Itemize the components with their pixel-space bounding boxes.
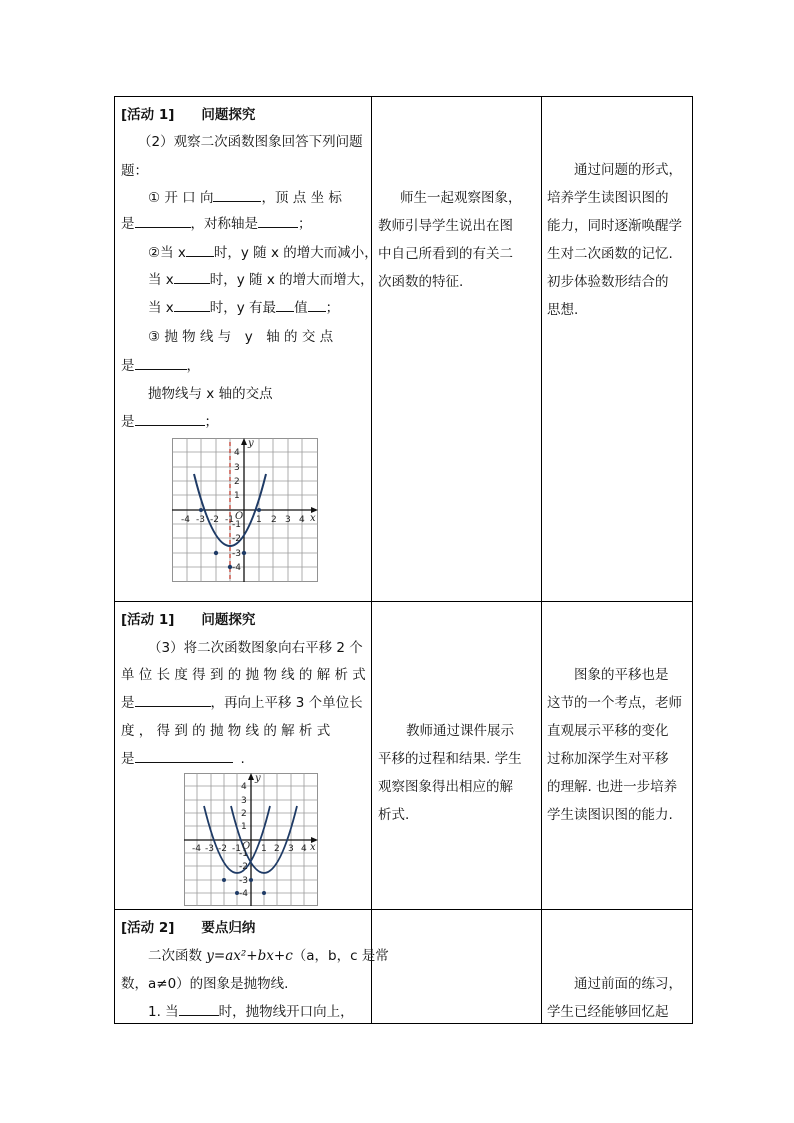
row3-intro-text: 二次函数 — [148, 948, 207, 964]
x-tick: -3 — [205, 844, 214, 854]
table-border-top — [114, 96, 693, 97]
point-c — [222, 878, 226, 882]
row1-axis-text: ，对称轴是 — [190, 216, 258, 232]
row1-q-x-intercept-answer — [121, 413, 218, 431]
quadratic-formula: y=ax²+bx+c — [206, 948, 293, 964]
table-border-left — [114, 96, 115, 1024]
parabola-graph-1 — [172, 438, 318, 582]
y-tick: 2 — [234, 477, 240, 487]
x-tick: 2 — [274, 844, 280, 854]
x-axis-label: x — [310, 842, 316, 853]
x-tick: 1 — [261, 844, 267, 854]
row2-q-line4: 度 ， 得 到 的 抛 物 线 的 解 析 式 — [121, 723, 331, 739]
row1-q-y-intercept: ③ 抛 物 线 与 y 轴 的 交 点 — [148, 329, 334, 345]
row1-comma: ， — [186, 358, 200, 374]
x-tick: 3 — [285, 515, 291, 525]
y-tick: -3 — [232, 549, 241, 559]
x-axis-label: x — [310, 513, 316, 524]
row1-middle-line2: 教师引导学生说出在图 — [378, 218, 513, 234]
x-tick: -3 — [196, 515, 205, 525]
x-intercept-blank[interactable] — [135, 413, 205, 426]
row2-right-line5: 的理解. 也进一步培养 — [547, 779, 678, 795]
row1-heading: [活动 1] 问题探究 — [121, 107, 256, 123]
row1-q-opening — [148, 189, 342, 207]
point-d — [249, 878, 253, 882]
x-tick: -2 — [218, 844, 227, 854]
row2-shi-2: 是 — [121, 751, 135, 767]
table-border-right — [692, 96, 693, 1024]
x-tick: -2 — [210, 515, 219, 525]
axis-blank[interactable] — [258, 215, 298, 228]
row1-increase-text: 时，y 随 x 的增大而增大， — [209, 272, 374, 288]
row2-right-line3: 直观展示平移的变化 — [547, 723, 669, 739]
row1-vertex-text: ，顶 点 坐 标 — [261, 190, 342, 206]
row2-q-line5 — [121, 750, 245, 768]
x-tick: -4 — [181, 515, 190, 525]
vertex-blank[interactable] — [135, 215, 191, 228]
y-tick: 4 — [241, 782, 247, 792]
row1-semicolon-1: ； — [298, 216, 312, 232]
y-axis-label: y — [248, 438, 254, 449]
opening-direction-blank[interactable] — [213, 189, 261, 202]
x-tick: 4 — [299, 515, 305, 525]
x-tick: -4 — [192, 844, 201, 854]
row1-decrease-text: 时，y 随 x 的增大而减小， — [213, 245, 378, 261]
row1-middle-line1: 师生一起观察图象， — [400, 190, 522, 206]
x-tick: 4 — [301, 844, 307, 854]
row1-right-line5: 初步体验数形结合的 — [547, 274, 669, 290]
row2-shift-up-text: ，再向上平移 3 个单位长 — [210, 695, 363, 711]
extreme-type-blank[interactable] — [276, 299, 294, 312]
row2-period: . — [240, 751, 245, 767]
x-tick: 1 — [256, 515, 262, 525]
row-divider-2 — [114, 909, 693, 910]
row2-heading: [活动 1] 问题探究 — [121, 612, 256, 628]
point-a — [214, 551, 218, 555]
row1-opening-text: ① 开 口 向 — [148, 190, 214, 206]
extreme-value-blank[interactable] — [308, 299, 326, 312]
row1-right-line6: 思想. — [547, 302, 579, 318]
row1-when-x-2: 当 x — [148, 272, 174, 288]
row2-q-line2: 单 位 长 度 得 到 的 抛 物 线 的 解 析 式 — [121, 667, 366, 683]
row2-q-line1: （3）将二次函数图象向右平移 2 个 — [148, 640, 363, 656]
row1-semicolon-3: ； — [204, 414, 218, 430]
row1-right-line2: 培养学生读图识图的 — [547, 190, 669, 206]
origin-label: O — [235, 511, 244, 522]
shift-right-formula-blank[interactable] — [135, 694, 211, 707]
row2-right-line1: 图象的平移也是 — [574, 667, 669, 683]
row1-extreme-text: 时，y 有最 — [209, 300, 277, 316]
y-tick: -3 — [239, 876, 248, 886]
row1-q-vertex — [121, 215, 312, 233]
y-tick: -4 — [239, 889, 248, 899]
row1-q-extreme — [148, 299, 339, 317]
y-tick: 4 — [234, 448, 240, 458]
row1-right-line3: 能力，同时逐渐唤醒学 — [547, 218, 682, 234]
x-tick: -1 — [232, 844, 241, 854]
extreme-x-blank[interactable] — [174, 299, 210, 312]
row1-semicolon-2: ； — [325, 300, 340, 316]
y-tick: -2 — [239, 862, 248, 872]
origin-label: O — [242, 841, 251, 852]
y-tick: -2 — [232, 534, 241, 544]
row1-shi-3: 是 — [121, 414, 135, 430]
row1-shi-2: 是 — [121, 358, 135, 374]
row2-middle-line2: 平移的过程和结果. 学生 — [378, 751, 522, 767]
row1-right-line4: 生对二次函数的记忆. — [547, 246, 673, 262]
column-divider-2 — [541, 96, 542, 1024]
row2-right-line6: 学生读图识图的能力. — [547, 807, 673, 823]
row1-q-x-intercept: 抛物线与 x 轴的交点 — [148, 386, 273, 402]
row-divider-1 — [114, 601, 693, 602]
row1-when-x-1: ②当 x — [148, 245, 186, 261]
parabola-graph-2 — [184, 773, 318, 906]
row1-middle-line3: 中自己所看到的有关二 — [378, 246, 513, 262]
row1-q-decrease — [148, 244, 378, 262]
row1-right-line1: 通过问题的形式， — [574, 162, 682, 178]
y-tick: 3 — [241, 796, 247, 806]
row3-right-line2: 学生已经能够回忆起 — [547, 1004, 669, 1020]
row2-right-line2: 这节的一个考点，老师 — [547, 695, 682, 711]
y-tick: 1 — [234, 491, 240, 501]
y-axis-label: y — [255, 773, 261, 784]
y-intercept-blank[interactable] — [135, 357, 187, 370]
row1-q-line2: 题： — [121, 163, 148, 179]
row3-line1 — [148, 947, 389, 965]
y-tick: 2 — [241, 809, 247, 819]
row2-shi-1: 是 — [121, 695, 135, 711]
row1-q-line1: （2）观察二次函数图象回答下列问题 — [138, 134, 363, 150]
row1-when-x-3: 当 x — [148, 300, 174, 316]
y-tick: -4 — [232, 563, 241, 573]
y-axis-arrow — [241, 438, 247, 445]
row2-middle-line1: 教师通过课件展示 — [406, 723, 514, 739]
decrease-range-blank[interactable] — [186, 244, 214, 257]
x-intercept-right — [257, 508, 261, 512]
column-divider-1 — [371, 96, 372, 1024]
row1-q-increase — [148, 271, 374, 289]
shifted-vertex-point — [262, 891, 266, 895]
shift-up-formula-blank[interactable] — [135, 750, 233, 763]
y-tick: -1 — [232, 520, 241, 530]
x-intercept-left — [199, 508, 203, 512]
row3-opening-up-text: 时，抛物线开口向上， — [218, 1004, 354, 1020]
y-tick: -1 — [239, 849, 248, 859]
row3-when-text: 1. 当 — [148, 1004, 179, 1020]
row1-q-y-intercept-answer — [121, 357, 200, 375]
increase-range-blank[interactable] — [174, 271, 210, 284]
row2-right-line4: 过称加深学生对平移 — [547, 751, 669, 767]
opening-up-condition-blank[interactable] — [179, 1003, 219, 1016]
y-axis-arrow — [248, 773, 254, 780]
row1-value-text: 值 — [294, 300, 308, 316]
x-tick: 2 — [271, 515, 277, 525]
row1-middle-line4: 次函数的特征. — [378, 274, 464, 290]
row3-coeff-text: （a，b，c 是常 — [292, 948, 389, 964]
row2-middle-line4: 析式. — [378, 807, 410, 823]
row1-shi-1: 是 — [121, 216, 135, 232]
y-tick: 1 — [241, 822, 247, 832]
x-tick: -1 — [225, 515, 234, 525]
row2-q-line3 — [121, 694, 363, 712]
row3-line2: 数，a≠0）的图象是抛物线. — [121, 976, 289, 992]
row3-right-line1: 通过前面的练习， — [574, 976, 682, 992]
row3-line3 — [148, 1003, 354, 1021]
x-tick: 3 — [288, 844, 294, 854]
table-border-bottom — [114, 1023, 693, 1024]
y-tick: 3 — [234, 463, 240, 473]
row3-heading: [活动 2] 要点归纳 — [121, 920, 256, 936]
point-b — [242, 551, 246, 555]
row2-middle-line3: 观察图象得出相应的解 — [378, 779, 513, 795]
